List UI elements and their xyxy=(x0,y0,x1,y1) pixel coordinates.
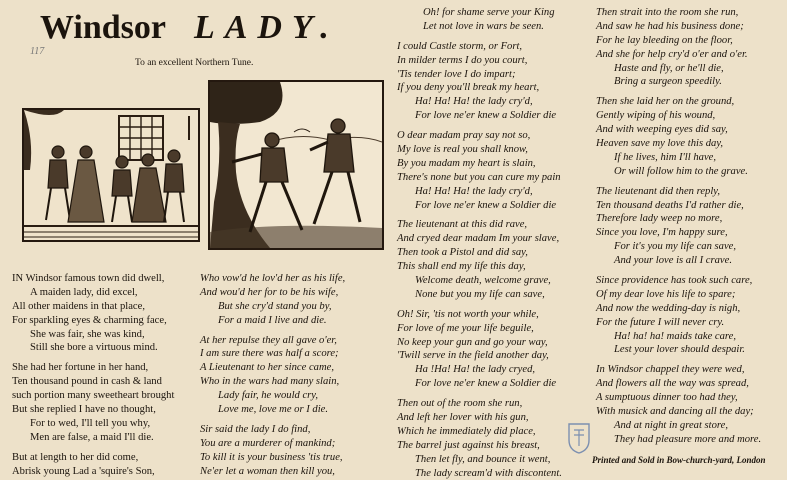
woodcut-interior-scene xyxy=(22,108,200,242)
verse-line: For sparkling eyes & charming face, xyxy=(12,314,167,326)
verse-line: Men are false, a maid I'll die. xyxy=(30,431,154,443)
verse-line: Then she laid her on the ground, xyxy=(596,96,735,108)
verse-line: The lady scream'd with discontent. xyxy=(415,467,562,479)
verse-line: The barrel just against his breast, xyxy=(397,439,540,451)
verse-line: Then strait into the room she run, xyxy=(596,7,739,18)
verse-line: If you deny you'll break my heart, xyxy=(397,82,540,94)
verse-line: To kill it is your business 'tis true, xyxy=(200,451,343,463)
verse-line: And with weeping eyes did say, xyxy=(596,124,728,136)
verse-line: And your love is all I crave. xyxy=(614,255,732,267)
title-word-lady: LADY. xyxy=(193,9,339,46)
verse-line: But she cry'd stand you by, xyxy=(218,300,332,312)
verse-line: Who in the wars had many slain, xyxy=(200,376,340,388)
verse-line: For a maid I live and die. xyxy=(218,314,327,326)
verse-line: But at length to her did come, xyxy=(12,451,139,463)
verse-line: Who vow'd he lov'd her as his life, xyxy=(200,273,346,284)
verse-line: And saw he had his business done; xyxy=(596,20,744,32)
verse-line: Sir said the lady I do find, xyxy=(200,423,311,435)
verse-line: A sumptuous dinner too had they, xyxy=(596,392,738,404)
title-word-windsor: Windsor xyxy=(40,9,166,46)
verse-line: Ha !Ha! Ha! the lady cryed, xyxy=(415,364,536,376)
verse-line: Then out of the room she run, xyxy=(397,398,523,410)
verse-line: Ten thousand pound in cash & land xyxy=(12,376,162,388)
verse-line: For he lay bleeding on the floor, xyxy=(596,34,733,46)
verse-line: My love is real you shall know, xyxy=(397,144,528,156)
verse-line: For to wed, I'll tell you why, xyxy=(30,417,151,429)
verse-line: In Windsor chappel they were wed, xyxy=(596,364,745,376)
tune-line: To an excellent Northern Tune. xyxy=(135,58,254,68)
verse-line: Heaven save my love this day, xyxy=(596,138,724,150)
verse-line: Love me, love me or I die. xyxy=(218,404,329,416)
verse-line: A maiden lady, did excel, xyxy=(30,286,138,298)
verse-line: With musick and dancing all the day; xyxy=(596,406,754,418)
verse-line: Since providence has took such care, xyxy=(596,275,753,287)
verse-line: If he lives, him I'll have, xyxy=(614,151,716,163)
verse-line: For the future I will never cry. xyxy=(596,316,725,328)
verse-line: Therefore lady weep no more, xyxy=(596,213,723,225)
verse-line: Ha! Ha! Ha! the lady cry'd, xyxy=(415,96,533,108)
verse-line: For it's you my life can save, xyxy=(614,241,737,253)
verse-line: Oh! Sir, 'tis not worth your while, xyxy=(397,308,539,320)
verse-line: In milder terms I do you court, xyxy=(397,54,528,66)
verse-line: At her repulse they all gave o'er, xyxy=(200,334,337,346)
verse-column-3 xyxy=(397,6,562,480)
verse-line: For love of me your life beguile, xyxy=(397,322,534,334)
verse-line: This shall end my life this day, xyxy=(397,261,526,273)
verse-line: But she replied I have no thought, xyxy=(12,404,156,416)
verse-line: I am sure there was half a score; xyxy=(200,348,339,360)
imprint-line: Printed and Sold in Bow-church-yard, London xyxy=(592,455,766,465)
verse-line: For love ne'er knew a Soldier die xyxy=(415,199,557,211)
verse-line: Then took a Pistol and did say, xyxy=(397,247,528,259)
verse-line: Ha! ha! ha! maids take care, xyxy=(614,330,736,342)
verse-line: All other maidens in that place, xyxy=(12,300,145,312)
verse-line: I could Castle storm, or Fort, xyxy=(397,40,523,52)
margin-note: 117 xyxy=(30,46,45,57)
woodcut-duel-image xyxy=(210,82,382,248)
woodcut-duel-scene xyxy=(208,80,384,250)
verse-line: Haste and fly, or he'll die, xyxy=(614,62,724,74)
verse-line: Of my dear love his life to spare; xyxy=(596,288,736,300)
verse-line: 'Twill serve in the field another day, xyxy=(397,350,549,362)
ballad-title xyxy=(40,8,339,48)
verse-line: Gently wiping of his wound, xyxy=(596,110,716,122)
verse-line: And at night in great store, xyxy=(614,419,728,431)
verse-line: Ten thousand deaths I'd rather die, xyxy=(596,199,744,211)
library-stamp-icon xyxy=(566,420,592,454)
verse-line: Oh! for shame serve your King xyxy=(423,7,555,18)
verse-line: And wou'd her for to be his wife, xyxy=(200,286,339,298)
verse-line: They had pleasure more and more. xyxy=(614,433,762,445)
verse-line: Or will follow him to the grave. xyxy=(614,165,748,177)
verse-line: And flowers all the way was spread, xyxy=(596,378,749,390)
verse-column-4 xyxy=(596,6,761,447)
verse-line: And she for help cry'd o'er and o'er. xyxy=(596,48,748,60)
verse-line: You are a murderer of mankind; xyxy=(200,437,336,449)
verse-line: And left her lover with his gun, xyxy=(397,412,529,424)
verse-line: For love ne'er knew a Soldier die xyxy=(415,110,557,122)
verse-line: For love ne'er knew a Soldier die xyxy=(415,378,557,390)
verse-line: And now the wedding-day is nigh, xyxy=(596,302,741,314)
verse-line: And cryed dear madam Im your slave, xyxy=(397,233,560,245)
verse-line: None but you my life can save, xyxy=(415,288,545,300)
verse-line: By you madam my heart is slain, xyxy=(397,157,536,169)
verse-line: Since you love, I'm happy sure, xyxy=(596,227,728,239)
verse-line: She was fair, she was kind, xyxy=(30,328,145,340)
verse-line: such portion many sweetheart brought xyxy=(12,390,175,402)
verse-line: Let not love in wars be seen. xyxy=(423,20,544,32)
verse-line: Still she bore a virtuous mind. xyxy=(30,342,158,354)
verse-line: A Lieutenant to her since came, xyxy=(200,362,334,374)
verse-line: No keep your gun and go your way, xyxy=(397,336,548,348)
verse-line: Which he immediately did place, xyxy=(397,425,536,437)
verse-line: The lieutenant did then reply, xyxy=(596,185,721,197)
verse-line: O dear madam pray say not so, xyxy=(397,130,531,142)
verse-line: Bring a surgeon speedily. xyxy=(614,76,722,88)
verse-line: Ha! Ha! Ha! the lady cry'd, xyxy=(415,185,533,197)
verse-line: Lady fair, he would cry, xyxy=(218,390,319,402)
verse-line: 'Tis tender love I do impart; xyxy=(397,68,516,80)
verse-line: Lest your lover should despair. xyxy=(614,344,745,356)
verse-line: Ne'er let a woman then kill you, xyxy=(200,465,335,477)
verse-line: Welcome death, welcome grave, xyxy=(415,275,551,287)
verse-column-1 xyxy=(12,272,174,478)
verse-line: She had her fortune in her hand, xyxy=(12,362,149,374)
verse-column-2 xyxy=(200,272,345,478)
verse-line: Abrisk young Lad a 'squire's Son, xyxy=(12,465,155,477)
woodcut-interior-image xyxy=(24,110,198,240)
verse-line: IN Windsor famous town did dwell, xyxy=(12,273,165,284)
verse-line: The lieutenant at this did rave, xyxy=(397,219,528,231)
verse-line: Then let fly, and bounce it went, xyxy=(415,453,551,465)
verse-line: There's none but you can cure my pain xyxy=(397,171,561,183)
